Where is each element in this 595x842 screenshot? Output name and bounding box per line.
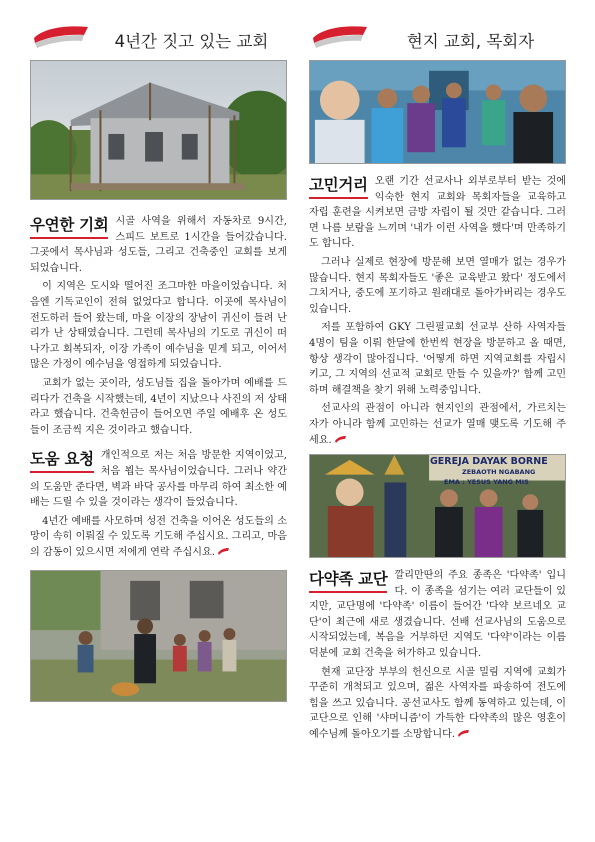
section-heading-help-request: 도움 요청 bbox=[30, 449, 94, 473]
church-construction-photo bbox=[30, 60, 287, 200]
paragraph: 이 지역은 도시와 떨어진 조그마한 마을이었습니다. 처음엔 기독교인이 전혀 없었다고 합니다. 이곳에 목사님이 전도하러 들어 왔는데, 마을 이장의 장남이 귀신이 들려 난리가 난 상태였습니다. 그런데 목사님의 기도로 귀신이 떠나가고 회복되자, 이장 가족이 예수님을 믿게 되고, 이어서 많은 가정이 예수님을 영접하게 되었습니다. bbox=[30, 281, 287, 371]
paragraph: 선교사의 관점이 아니라 현지인의 관점에서, 가르치는 자가 아니라 함께 고민하는 선교가 열매 맺도록 기도해 주세요. bbox=[309, 403, 566, 446]
flag-end-icon bbox=[335, 436, 346, 443]
flag-brush-icon bbox=[311, 24, 369, 50]
paragraph: 그러나 실제로 현장에 방문해 보면 열매가 없는 경우가 많습니다. 현지 목회자들도 '좋은 교육받고 왔다' 정도에서 그치거나, 중도에 포기하고 원래대로 돌아가버리는 경우도 있습니다. bbox=[309, 256, 566, 315]
left-section-2 bbox=[30, 448, 287, 560]
flag-end-icon bbox=[458, 730, 469, 737]
paragraph: 개인적으로 저는 처음 방문한 지역이었고, 처음 뵙는 목사님이었습니다. 그러나 약간의 도움만 준다면, 벽과 바닥 공사를 마무리 하여 최소한 예배는 드릴 수 있을 것이라는 생각이 들었습니다. bbox=[30, 450, 287, 509]
flag-end-icon bbox=[218, 548, 229, 555]
right-section-1 bbox=[309, 174, 566, 448]
right-section-2 bbox=[309, 568, 566, 743]
paragraph: 시골 사역을 위해서 자동차로 9시간, 스피드 보트로 1시간을 들어갔습니다. 그곳에서 목사님과 성도들, 그리고 건축중인 교회를 보게 되었습니다. bbox=[30, 216, 287, 274]
congregation-photo bbox=[30, 570, 287, 702]
dayak-church-leaders-photo bbox=[309, 454, 566, 558]
section-header-left bbox=[30, 14, 287, 58]
paragraph: 저를 포함하여 GKY 그린필교회 선교부 산하 사역자들 4명이 팀을 이뤄 한달에 한번씩 현장을 방문하고 올 때면, 항상 생각이 많아집니다. '어떻게 하면 지역교회를 자립시키고, 그 지역의 선교적 교회로 만들 수 있을까?' 함께 고민하며 해결책을 찾기 위해 노력중입니다. bbox=[309, 322, 566, 396]
banner-line: GEREJA DAYAK BORNE bbox=[430, 456, 548, 468]
paragraph: 오랜 기간 선교사나 외부로부터 받는 것에 익숙한 현지 교회와 목회자들을 교육하고 자립 훈련을 시켜보면 금방 자립이 될 것만 같습니다. 그러면 나름 보람을 느끼며 '내가 이런 사역을 했다'며 만족하기도 합니다. bbox=[309, 176, 566, 250]
flag-brush-icon bbox=[32, 24, 90, 50]
section-heading-concern: 고민거리 bbox=[309, 175, 368, 199]
paragraph: 4년간 예배를 사모하며 성전 건축을 이어온 성도들의 소망이 속히 이뤄질 수 있도록 기도해 주십시요. 그리고, 마음의 감동이 있으시면 저에게 연락 주십시요. bbox=[30, 515, 287, 558]
banner-line: EMA : YESUS YANG MIS bbox=[444, 478, 529, 487]
section-title: 현지 교회, 목회자 bbox=[406, 32, 535, 51]
paragraph: 깔리만딴의 주요 종족은 '다약족' 입니다. 이 종족을 섬기는 여러 교단들이 있지만, 교단명에 '다약족' 이름이 들어간 '다약 보르네오 교단'이 최근에 새로 생겼습니다. 선배 선교사님의 도움으로 시작되었는데, 복음을 거부하던 지역도 '다약'이라는 이름 덕분에 교회 건축을 허가하고 있습니다. bbox=[309, 570, 566, 660]
church-banner bbox=[430, 457, 566, 487]
paragraph: 교회가 없는 곳이라, 성도님들 집을 돌아가며 예배를 드리다가 건축을 시작했는데, 4년이 지났으나 사진의 저 상태라고 했습니다. 건축헌금이 들어오면 주일 예배후 온 성도들이 조금씩 지은 것이라고 했습니다. bbox=[30, 377, 287, 436]
section-title: 4년간 짓고 있는 교회 bbox=[114, 32, 269, 51]
left-section-1 bbox=[30, 214, 287, 438]
banner-line: ZEBAOTH NGABANG bbox=[462, 468, 536, 477]
local-pastors-photo bbox=[309, 60, 566, 164]
section-heading-opportunity: 우연한 기회 bbox=[30, 215, 108, 239]
paragraph: 현재 교단장 부부의 헌신으로 시골 밀림 지역에 교회가 꾸준히 개척되고 있으며, 젊은 사역자를 파송하여 전도에 힘을 쓰고 있습니다. 공선교사도 함께 동역하고 있는데, 이 교단으로 인해 '샤머니즘'이 가득한 다약족의 많은 영혼이 예수님께 돌아오기를 소망합니다. bbox=[309, 666, 566, 741]
left-column bbox=[30, 14, 287, 702]
section-header-right bbox=[309, 14, 566, 58]
section-heading-dayak-denomination: 다약족 교단 bbox=[309, 569, 387, 593]
right-column bbox=[309, 14, 566, 746]
